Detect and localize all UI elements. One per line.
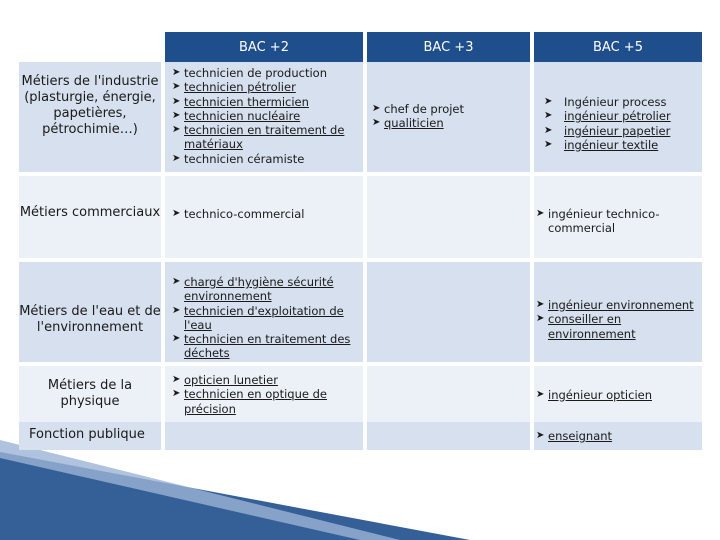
arrow-bullet-icon: ➤ xyxy=(536,299,545,310)
column-divider xyxy=(530,62,534,450)
arrow-bullet-icon: ➤ xyxy=(544,138,553,150)
arrow-bullet-icon: ➤ xyxy=(172,67,181,78)
header-bac2: BAC +2 xyxy=(165,32,363,62)
arrow-bullet-icon: ➤ xyxy=(172,124,181,136)
category-physique: Métiers de la physique xyxy=(47,378,133,409)
list-item: ➤ technicien de production xyxy=(172,66,327,80)
arrow-bullet-icon: ➤ xyxy=(536,430,545,441)
environnement-bac5-list xyxy=(536,298,700,341)
list-item[interactable]: ➤ technicien en traitement de matériaux xyxy=(172,123,345,152)
category-fonction-publique: Fonction publique xyxy=(29,427,145,442)
row-divider xyxy=(19,172,702,176)
commerciaux-bac5-list xyxy=(536,207,698,236)
list-item[interactable]: ➤ ingénieur textile xyxy=(544,137,659,152)
arrow-bullet-icon: ➤ xyxy=(536,389,545,400)
arrow-bullet-icon: ➤ xyxy=(172,374,181,385)
arrow-bullet-icon: ➤ xyxy=(172,276,181,287)
list-item[interactable]: ➤ opticien lunetier xyxy=(172,373,278,387)
arrow-bullet-icon: ➤ xyxy=(172,95,181,107)
header-bac5: BAC +5 xyxy=(534,32,702,62)
header-bac3: BAC +3 xyxy=(367,32,530,62)
list-item: ➤ technicien céramiste xyxy=(172,151,305,166)
list-item[interactable]: ➤ ingénieur pétrolier xyxy=(544,109,671,124)
column-divider xyxy=(363,62,367,450)
arrow-bullet-icon: ➤ xyxy=(372,103,381,114)
arrow-bullet-icon: ➤ xyxy=(536,208,545,219)
list-item: ➤ chef de projet xyxy=(372,102,465,116)
list-item: ➤ technico-commercial xyxy=(172,207,305,221)
arrow-bullet-icon: ➤ xyxy=(536,313,545,325)
physique-bac5-list xyxy=(536,388,700,402)
industrie-bac2-list xyxy=(172,66,357,166)
list-item[interactable]: ➤ technicien d'exploitation de l'eau xyxy=(172,303,344,332)
list-item[interactable]: ➤ ingénieur environnement xyxy=(536,298,694,312)
column-divider xyxy=(161,62,165,450)
industrie-bac5-list xyxy=(544,95,699,152)
arrow-bullet-icon: ➤ xyxy=(544,96,553,107)
list-item[interactable]: ➤ chargé d'hygiène sécurité environnement xyxy=(172,275,334,304)
list-item[interactable]: ➤ enseignant xyxy=(536,429,613,443)
list-item[interactable]: ➤ technicien en traitement des déchets xyxy=(172,332,351,361)
arrow-bullet-icon: ➤ xyxy=(172,333,181,345)
list-item[interactable]: ➤ ingénieur opticien xyxy=(536,388,653,402)
list-item: ➤ ingénieur technico-commercial xyxy=(536,207,660,236)
list-item[interactable]: ➤ conseiller en environnement xyxy=(536,312,636,341)
arrow-bullet-icon: ➤ xyxy=(544,124,553,136)
category-commerciaux: Métiers commerciaux xyxy=(19,205,161,220)
arrow-bullet-icon: ➤ xyxy=(172,81,181,93)
list-item[interactable]: ➤ qualiticien xyxy=(372,116,444,131)
arrow-bullet-icon: ➤ xyxy=(172,152,181,164)
list-item[interactable]: ➤ technicien pétrolier xyxy=(172,80,296,95)
commerciaux-bac2-list xyxy=(172,207,357,221)
category-environnement: Métiers de l'eau et de l'environnement xyxy=(19,304,161,335)
arrow-bullet-icon: ➤ xyxy=(172,109,181,121)
arrow-bullet-icon: ➤ xyxy=(372,117,381,129)
list-item[interactable]: ➤ technicien en optique de précision xyxy=(172,387,327,416)
row-divider xyxy=(19,362,702,366)
list-item[interactable]: ➤ ingénieur papetier xyxy=(544,123,671,138)
row-divider xyxy=(19,258,702,262)
fonction-publique-bac5-list xyxy=(536,429,700,443)
industrie-bac3-list xyxy=(372,102,524,131)
arrow-bullet-icon: ➤ xyxy=(544,110,553,122)
category-industrie: Métiers de l'industrie (plasturgie, énergie, papetières, pétrochimie…) xyxy=(21,74,159,137)
environnement-bac2-list xyxy=(172,275,357,361)
arrow-bullet-icon: ➤ xyxy=(172,208,181,219)
list-item[interactable]: ➤ technicien nucléaire xyxy=(172,108,301,123)
physique-bac2-list xyxy=(172,373,357,416)
list-item: ➤ Ingénieur process xyxy=(544,95,667,109)
list-item[interactable]: ➤ technicien thermicien xyxy=(172,94,309,109)
arrow-bullet-icon: ➤ xyxy=(172,388,181,400)
arrow-bullet-icon: ➤ xyxy=(172,304,181,316)
